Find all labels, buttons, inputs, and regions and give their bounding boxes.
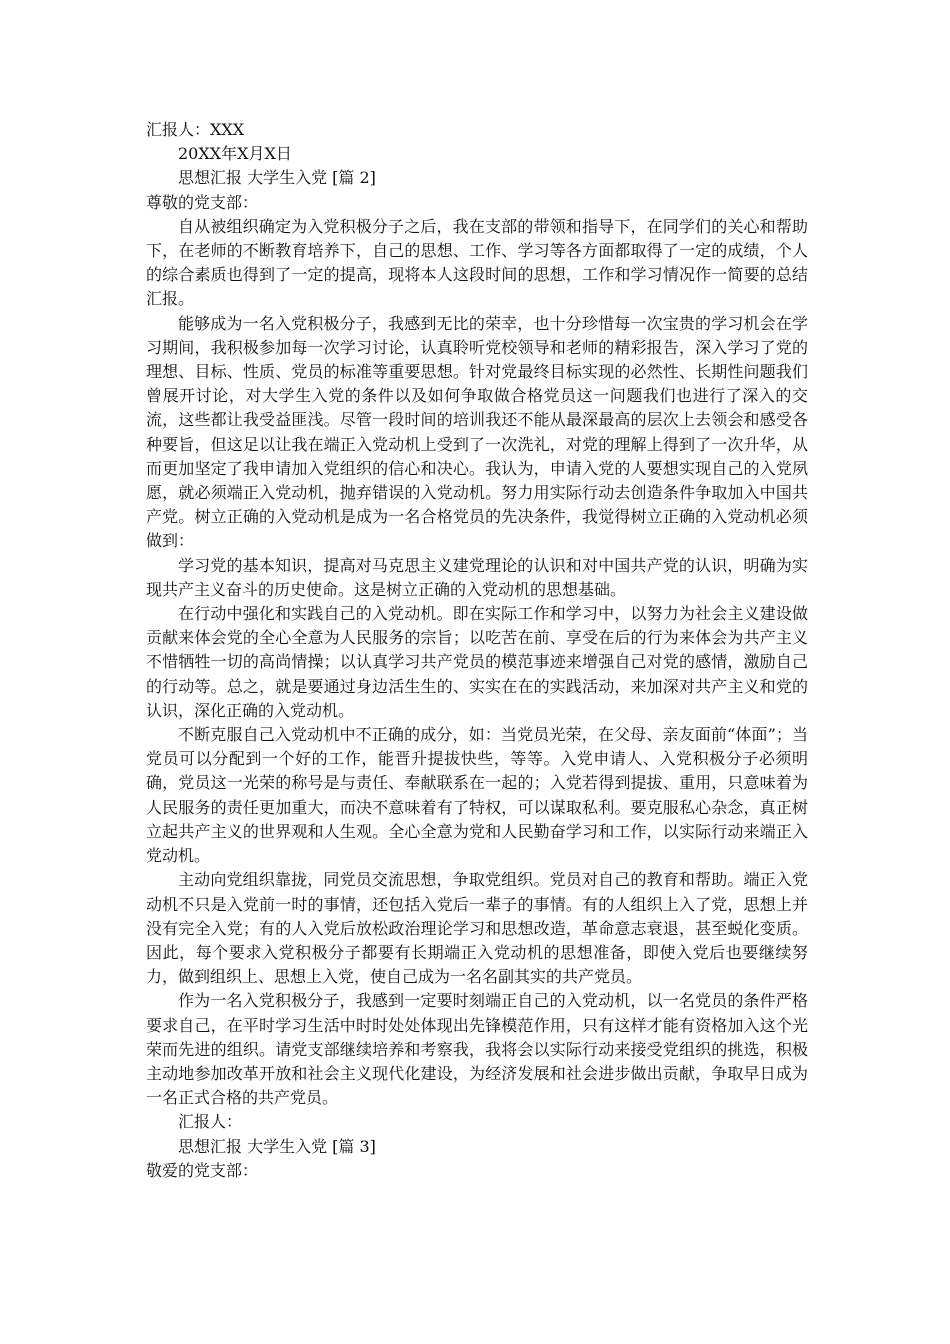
- section-2-signature: 汇报人：: [178, 1112, 243, 1132]
- body-paragraph-7: 作为一名入党积极分子，我感到一定要时刻端正自己的入党动机，以一名党员的条件严格要求自己，在平时学习生活中时时处处体现出先锋模范作用，只有这样才能有资格加入这个光荣而先进的组织。请党支部继续培养和考察我，我将会以实际行动来接受党组织的挑选，积极主动地参加改革开放和社会主义现代化建设，为经济发展和社会进步做出贡献，争取早日成为一名正式合格的共产党员。: [146, 991, 808, 1108]
- body-paragraph-1: 自从被组织确定为入党积极分子之后，我在支部的带领和指导下，在同学们的关心和帮助下，在老师的不断教育培养下，自己的思想、工作、学习等各方面都取得了一定的成绩，个人的综合素质也得到了一定的提高，现将本人这段时间的思想，工作和学习情况作一简要的总结汇报。: [146, 216, 808, 309]
- date-line: 20XX年X月X日: [178, 144, 292, 164]
- reporter-line: 汇报人：XXX: [146, 120, 245, 139]
- section-2-title: 思想汇报 大学生入党 [篇 2]: [178, 168, 376, 188]
- body-paragraph-6: 主动向党组织靠拢，同党员交流思想，争取党组织。党员对自己的教育和帮助。端正入党动机不只是入党前一时的事情，还包括入党后一辈子的事情。有的人组织上入了党，思想上并没有完全入党；有的人入党后放松政治理论学习和思想改造，革命意志衰退，甚至蜕化变质。因此，每个要求入党积极分子都要有长期端正入党动机的思想准备，即使入党后也要继续努力，做到组织上、思想上入党，使自己成为一名名副其实的共产党员。: [146, 870, 808, 987]
- section-3-title: 思想汇报 大学生入党 [篇 3]: [178, 1136, 376, 1156]
- body-paragraph-5: 不断克服自己入党动机中不正确的成分，如：当党员光荣，在父母、亲友面前“体面”；当党员可以分配到一个好的工作，能晋升提拔快些，等等。入党申请人、入党积极分子必须明确，党员这一光荣的称号是与责任、奉献联系在一起的；入党若得到提拔、重用，只意味着为人民服务的责任更加重大，而决不意味着有了特权，可以谋取私利。要克服私心杂念，真正树立起共产主义的世界观和人生观。全心全意为党和人民勤奋学习和工作，以实际行动来端正入党动机。: [146, 725, 808, 866]
- body-paragraph-4: 在行动中强化和实践自己的入党动机。即在实际工作和学习中，以努力为社会主义建设做贡献来体会党的全心全意为人民服务的宗旨；以吃苦在前、享受在后的行为来体会为共产主义不惜牺牲一切的高尚情操；以认真学习共产党员的模范事迹来增强自己对党的感情，激励自己的行动等。总之，就是要通过身边活生生的、实实在在的实践活动，来加深对共产主义和党的认识，深化正确的入党动机。: [146, 604, 808, 720]
- section-3-salutation: 敬爱的党支部：: [146, 1160, 259, 1180]
- body-paragraph-3: 学习党的基本知识，提高对马克思主义建党理论的认识和对中国共产党的认识，明确为实现共产主义奋斗的历史使命。这是树立正确的入党动机的思想基础。: [146, 555, 808, 599]
- document-page: [146, 118, 808, 1183]
- section-2-salutation: 尊敬的党支部：: [146, 192, 259, 212]
- body-paragraph-2: 能够成为一名入党积极分子，我感到无比的荣幸，也十分珍惜每一次宝贵的学习机会在学习期间，我积极参加每一次学习讨论，认真聆听党校领导和老师的精彩报告，深入学习了党的理想、目标、性质、党员的标准等重要思想。针对党最终目标实现的必然性、长期性问题我们曾展开讨论，对大学生入党的条件以及如何争取做合格党员这一问题我们也进行了深入的交流，这些都让我受益匪浅。尽管一段时间的培训我还不能从最深最高的层次上去领会和感受各种要旨，但这足以让我在端正入党动机上受到了一次洗礼，对党的理解上得到了一次升华，从而更加坚定了我申请加入党组织的信心和决心。我认为，申请入党的人要想实现自己的入党夙愿，就必须端正入党动机，抛弃错误的入党动机。努力用实际行动去创造条件争取加入中国共产党。树立正确的入党动机是成为一名合格党员的先决条件，我觉得树立正确的入党动机必须做到：: [146, 313, 808, 551]
